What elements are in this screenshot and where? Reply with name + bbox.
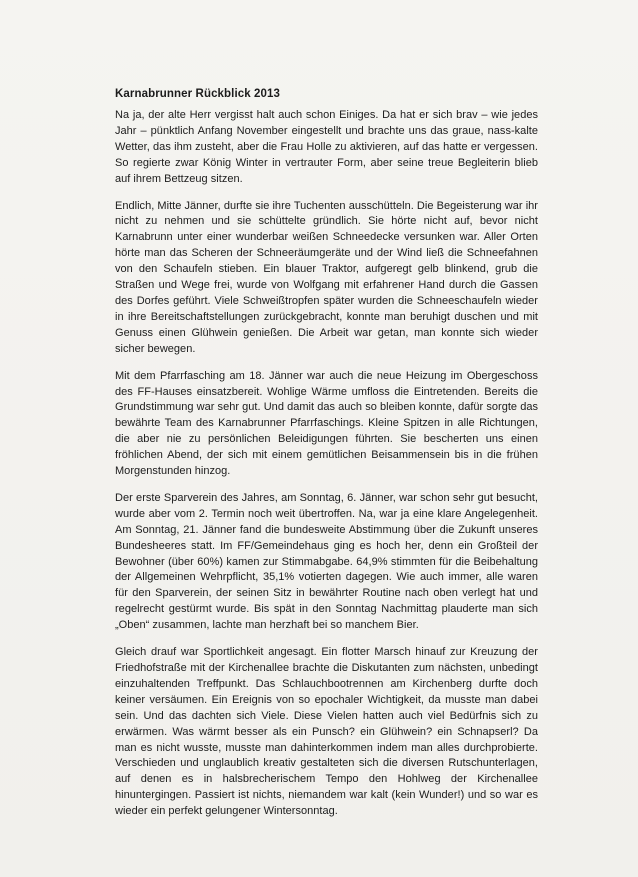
paragraph-3: Mit dem Pfarrfasching am 18. Jänner war auch die neue Heizung im Obergeschoss des FF-Hauses einsatzbereit. Wohlige Wärme umfloss die Eintretenden. Bereits die Grundstimmung war sehr gut. Und damit das auch so bleiben konnte, dafür sorgte das bewährte Team des Karnabrunner Pfarrfaschings. Kleine Spitzen in alle Richtungen, die aber nie zu persönlichen Beleidigungen führten. Sie bescherten uns einen fröhlichen Abend, der sich mit einem gemütlichen Beisammensein bis in die frühen Morgenstunden hinzog. [115, 369, 538, 478]
paragraph-2: Endlich, Mitte Jänner, durfte sie ihre Tuchenten ausschütteln. Die Begeisterung war ihr nicht zu nehmen und sie schüttelte gründlich. Sie hörte nicht auf, bevor nicht Karnabrunn unter einer wunderbar weißen Schneedecke versunken war. Aller Orten hörte man das Scheren der Schneeräumgeräte und der Wind ließ die Schneefahnen von den Schaufeln stieben. Ein blauer Traktor, aufgeregt gelb blinkend, grub die Straßen und Wege frei, wurde von Wolfgang mit erfahrener Hand durch die Gassen des Dorfes geführt. Viele Schweißtropfen später wurden die Schneeschaufeln wieder in ihre Bereitschaftstellungen zurückgebracht, konnte man beruhigt duschen und mit Genuss einen Glühwein genießen. Die Arbeit war getan, man konnte sich wieder sicher bewegen. [115, 199, 538, 355]
document-title: Karnabrunner Rückblick 2013 [115, 88, 281, 100]
paragraph-1: Na ja, der alte Herr vergisst halt auch schon Einiges. Da hat er sich brav – wie jedes Jahr – pünktlich Anfang November eingestellt und brachte uns das graue, nass-kalte Wetter, das ihm zusteht, aber die Frau Holle zu aktivieren, auf das hatte er vergessen. So regierte zwar König Winter in vertrauter Form, aber seine treue Begleiterin blieb auf ihrem Bettzeug sitzen. [115, 109, 538, 185]
paragraph-4: Der erste Sparverein des Jahres, am Sonntag, 6. Jänner, war schon sehr gut besucht, wurde aber vom 2. Termin noch weit übertroffen. Na, war ja eine klare Angelegenheit. Am Sonntag, 21. Jänner fand die bundesweite Abstimmung über die Zukunft unseres Bundesheeres statt. Im FF/Gemeindehaus ging es hoch her, denn ein Großteil der Bewohner (über 60%) kamen zur Stimmabgabe. 64,9% stimmten für die Beibehaltung der Allgemeinen Wehrpflicht, 35,1% votierten dagegen. Wie auch immer, alle waren für den Sparverein, der seinen Sitz in bewährter Routine nach oben verlegt hat und regelrecht gestürmt wurde. Bis spät in den Sonntag Nachmittag plauderte man sich „Oben“ zusammen, lachte man herzhaft bei so manchem Bier. [115, 491, 538, 632]
paragraph-5: Gleich drauf war Sportlichkeit angesagt. Ein flotter Marsch hinauf zur Kreuzung der Friedhofstraße mit der Kirchenallee brachte die Diskutanten zum nächsten, unbedingt einzuhaltenden Treffpunkt. Das Schlauchbootrennen am Kirchenberg durfte doch keiner versäumen. Ein Ereignis von so epochaler Wichtigkeit, da musste man dabei sein. Und das dachten sich Viele. Diese Vielen hatten auch viel Bedürfnis sich zu erwärmen. Was wärmt besser als ein Punsch? ein Glühwein? ein Schnapserl? Da man es nicht wusste, musste man dahinterkommen indem man alles durchprobierte. Verschieden und unglaublich kreativ gestalteten sich die diversen Rutschunterlagen, auf denen es in halsbrecherischem Tempo den Hohlweg der Kirchenallee hinuntergingen. Passiert ist nichts, niemandem war kalt (kein Wunder!) und so war es wieder ein perfekt gelungener Wintersonntag. [115, 646, 538, 818]
document-body [115, 87, 538, 831]
